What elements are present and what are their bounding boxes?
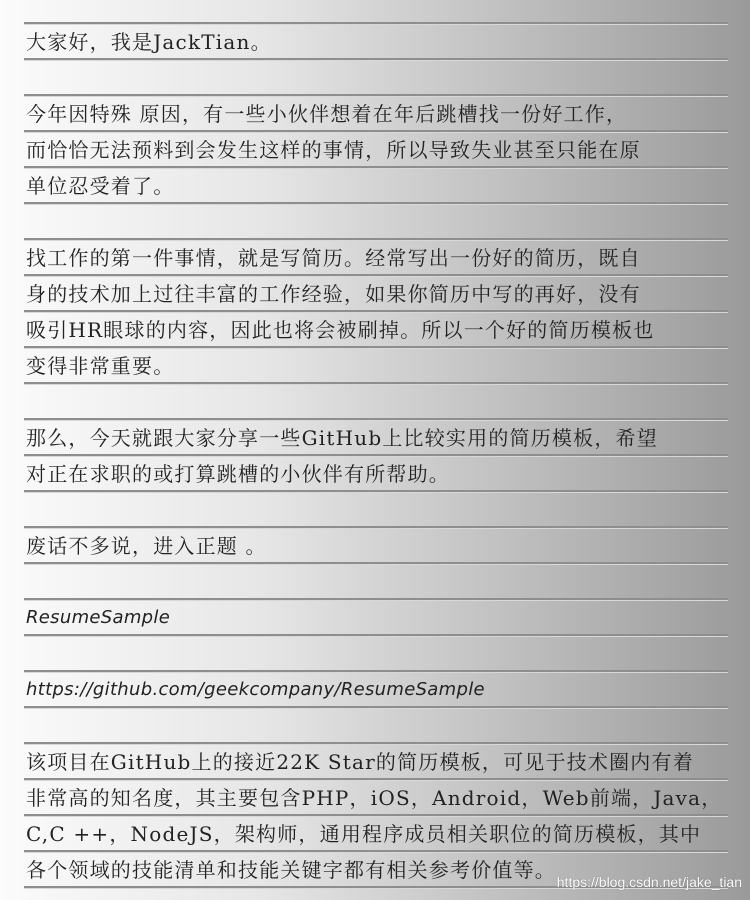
text-line: 该项目在GitHub上的接近22K Star的简历模板，可见于技术圈内有着 [26, 750, 694, 774]
text-line: 今年因特殊 原因，有一些小伙伴想着在年后跳槽找一份好工作， [26, 102, 628, 126]
text-line: 找工作的第一件事情，就是写简历。经常写出一份好的简历，既自 [26, 246, 641, 270]
text-line: 各个领域的技能清单和技能关键字都有相关参考价值等。 [26, 858, 556, 882]
ruled-line [24, 22, 728, 24]
text-line [26, 205, 726, 239]
text-line: 单位忍受着了。 [26, 174, 175, 198]
project-url: https://github.com/geekcompany/ResumeSample [26, 679, 485, 700]
watermark: https://blog.csdn.net/jake_tian [556, 874, 742, 890]
text-line: C,C ++，NodeJS，架构师，通用程序成员相关职位的简历模板，其中 [26, 822, 702, 846]
text-line: 身的技术加上过往丰富的工作经验，如果你简历中写的再好，没有 [26, 282, 641, 306]
text-line [26, 637, 726, 671]
text-line: 吸引HR眼球的内容，因此也将会被刷掉。所以一个好的简历模板也 [26, 318, 655, 342]
text-line [26, 709, 726, 743]
text-line: 非常高的知名度，其主要包含PHP，iOS，Android，Web前端，Java， [26, 786, 723, 810]
text-line: 废话不多说，进入正题 。 [26, 534, 267, 558]
text-line [26, 565, 726, 599]
text-line [26, 493, 726, 527]
text-line [26, 385, 726, 419]
text-line: 对正在求职的或打算跳槽的小伙伴有所帮助。 [26, 462, 450, 486]
text-line [26, 61, 726, 95]
text-line: 那么，今天就跟大家分享一些GitHub上比较实用的简历模板，希望 [26, 426, 658, 450]
project-name: ResumeSample [26, 607, 171, 628]
text-line: 而恰恰无法预料到会发生这样的事情，所以导致失业甚至只能在原 [26, 138, 641, 162]
text-line: 变得非常重要。 [26, 354, 175, 378]
text-line: 大家好，我是JackTian。 [26, 30, 272, 54]
